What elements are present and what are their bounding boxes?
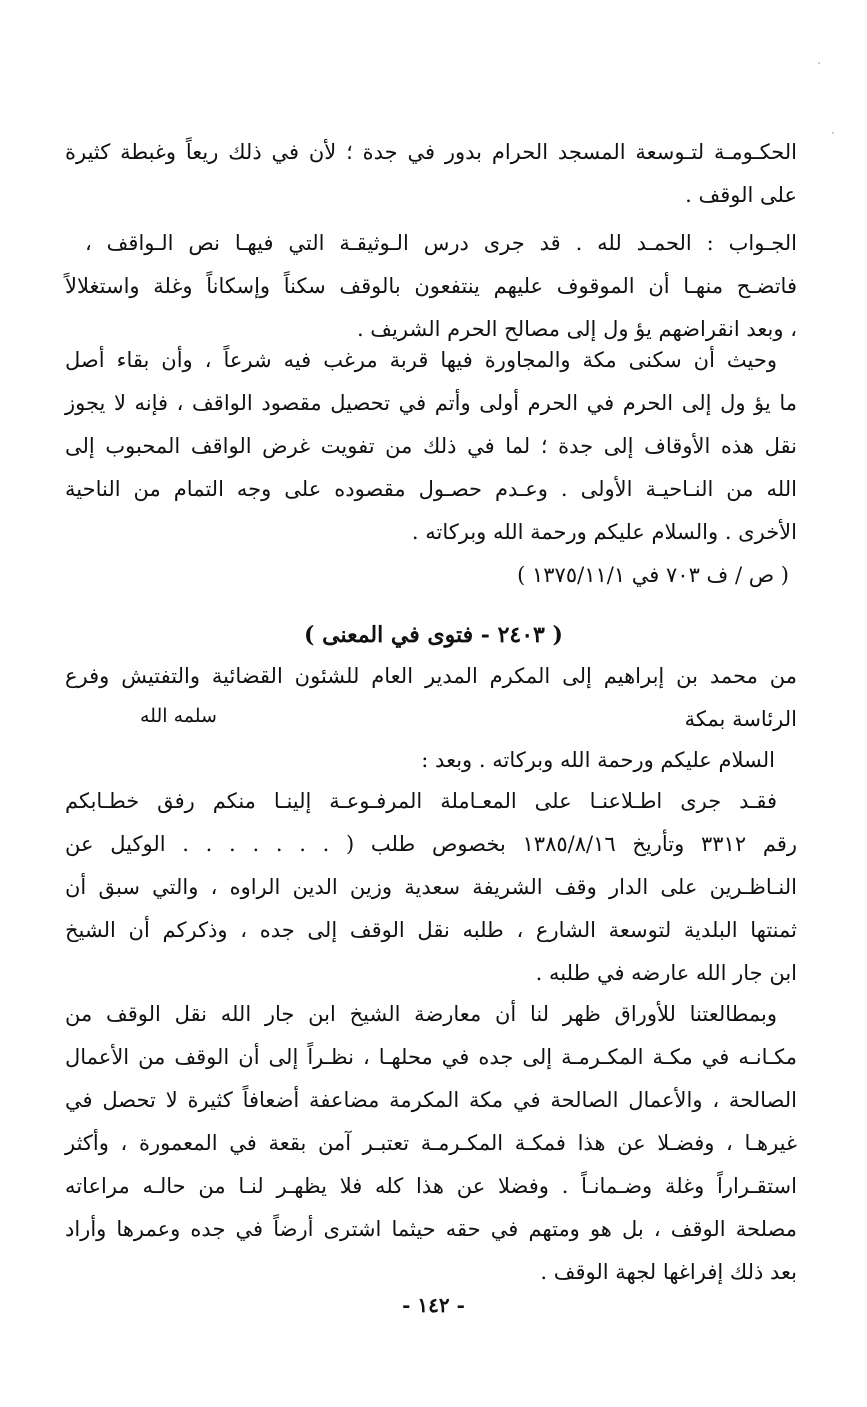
scan-speck [832,132,834,134]
text-line: الأخرى . والسلام عليكم ورحمة الله وبركاته . [411,520,797,544]
text-line: فاتضـح منهـا أن الموقوف عليهم ينتفعون بالوقف سكناً وإسكاناً وغلة واستغلالاً [65,274,797,298]
citation: ( ص / ف ٧٠٣ في ١٣٧٥/١١/١ ) [517,563,789,587]
salutation-note: سلمه الله [140,705,217,727]
text-line: بعد ذلك إفراغها لجهة الوقف . [540,1260,797,1284]
sender-line: من محمد بن إبراهيم إلى المكرم المدير العام للشئون القضائية والتفتيش وفرع [65,664,797,688]
text-line: رقم ٣٣١٢ وتأريخ ١٣٨٥/٨/١٦ بخصوص طلب ( . . . . . . . الوكيل عن [65,832,797,856]
greeting-line: السلام عليكم ورحمة الله وبركاته . وبعد : [421,748,775,772]
text-line: غيرهـا ، وفضـلا عن هذا فمكـة المكـرمـة تعتبـر آمن بقعة في المعمورة ، وأكثر [65,1131,797,1155]
text-line: استقـراراً وغلة وضـمانـاً . وفضلا عن هذا كله فلا يظهـر لنـا من حالـه مراعاته [65,1174,797,1198]
text-line: مصلحة الوقف ، بل هو ومتهم في حقه حيثما اشترى أرضاً في جده وعمرها وأراد [65,1217,797,1241]
text-line: ، وبعد انقراضهم يؤ ول إلى مصالح الحرم الشريف . [356,317,797,341]
text-line: الصالحة ، والأعمال الصالحة في مكة المكرمة مضاعفة أضعافاً كثيرة لا تحصل في [65,1088,797,1112]
fatwa-heading: ( ٢٤٠٣ - فتوى في المعنى ) [304,622,563,648]
text-line: فقـد جرى اطـلاعنـا على المعـاملة المرفـوعـة إلينـا منكم رفق خطـابكم [65,789,777,813]
recipient-line: الرئاسة بمكة [684,707,797,731]
text-line: نقل هذه الأوقاف إلى جدة ؛ لما في ذلك من تفويت غرض الواقف المحبوب إلى [65,434,797,458]
scan-speck [818,62,820,64]
text-line: وحيث أن سكنى مكة والمجاورة فيها قربة مرغب فيه شرعاً ، وأن بقاء أصل [65,348,777,372]
text-line: الحكـومـة لتـوسعة المسجد الحرام بدور في جدة ؛ لأن في ذلك ريعاً وغبطة كثيرة [65,140,797,164]
text-line: مكـانـه في مكـة المكـرمـة إلى جده في محلهـا ، نظـراً إلى أن الوقف من الأعمال [65,1045,797,1069]
text-line: وبمطالعتنا للأوراق ظهر لنا أن معارضة الشيخ ابن جار الله نقل الوقف من [65,1002,777,1026]
text-line: ابن جار الله عارضه في طلبه . [535,961,797,985]
text-line: الله من النـاحيـة الأولى . وعـدم حصـول مقصوده على وجه التمام من الناحية [65,477,797,501]
text-line: النـاظـرين على الدار وقف الشريفة سعدية وزين الدين الراوه ، والتي سبق أن [65,875,797,899]
answer-line: الجـواب : الحمـد لله . قد جرى درس الـوثيقـة التي فيهـا نص الـواقف ، [85,231,797,255]
text-line: ما يؤ ول إلى الحرم في الحرم أولى وأتم في تحصيل مقصود الواقف ، فإنه لا يجوز [65,391,797,415]
text-line: على الوقف . [685,183,797,207]
text-line: ثمنتها البلدية لتوسعة الشارع ، طلبه نقل الوقف إلى جده ، وذكركم أن الشيخ [65,918,797,942]
page-number: - ١٤٢ - [402,1293,465,1317]
